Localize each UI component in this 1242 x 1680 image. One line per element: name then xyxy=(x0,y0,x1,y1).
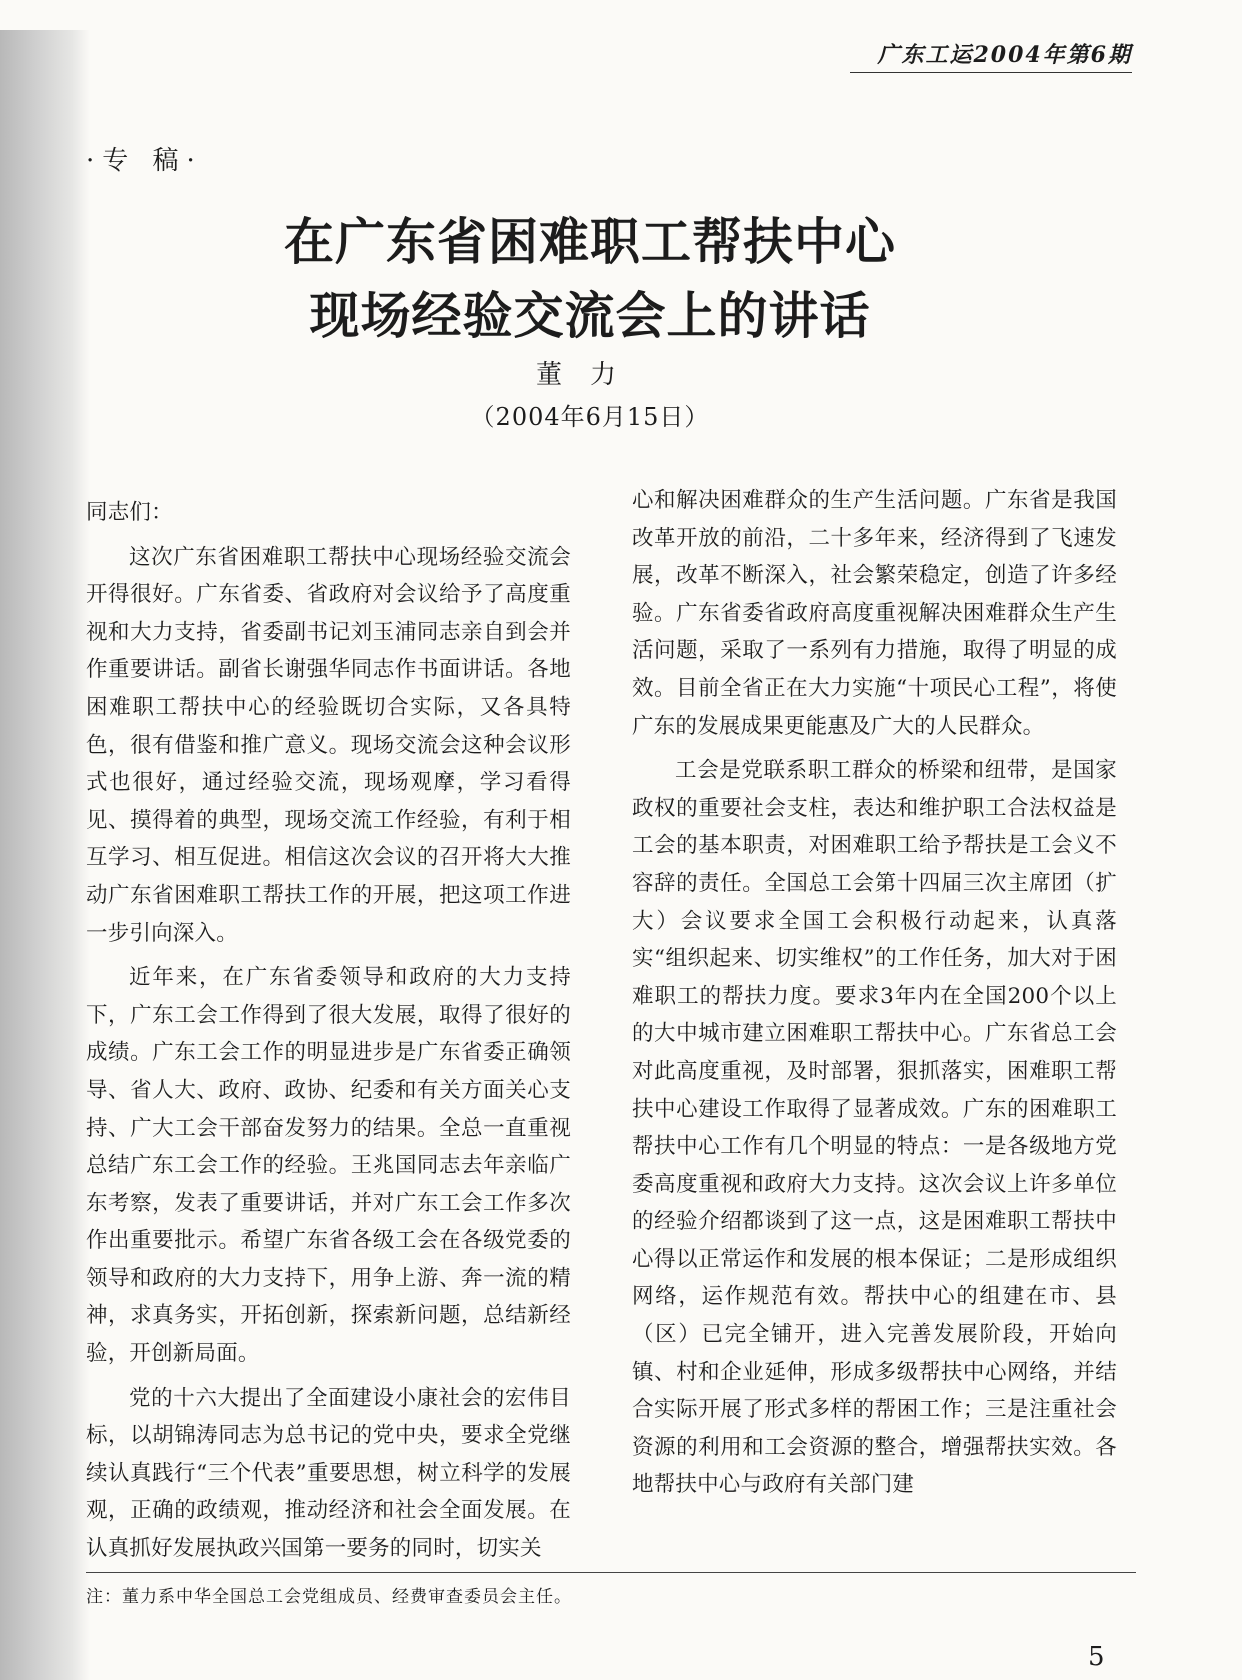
salutation: 同志们： xyxy=(86,500,173,525)
page-number: 5 xyxy=(1088,1642,1105,1672)
left-column xyxy=(86,494,571,1568)
running-head: 广东工运2004年第6期 xyxy=(877,42,1132,68)
right-column xyxy=(632,482,1117,1504)
article-title xyxy=(90,205,1090,353)
title-line-2: 现场经验交流会上的讲话 xyxy=(309,286,871,345)
author: 董力 xyxy=(535,360,644,390)
footnote: 注：董力系中华全国总工会党组成员、经费审查委员会主任。 xyxy=(86,1587,572,1607)
running-head-rule xyxy=(850,72,1132,73)
paragraph: 这次广东省困难职工帮扶中心现场经验交流会开得很好。广东省委、省政府对会议给予了高度重视和大力支持，省委副书记刘玉浦同志亲自到会并作重要讲话。副省长谢强华同志作书面讲话。各地困难职工帮扶中心的经验既切合实际，又各具特色，很有借鉴和推广意义。现场交流会这种会议形式也很好，通过经验交流，现场观摩，学习看得见、摸得着的典型，现场交流工作经验，有利于相互学习、相互促进。相信这次会议的召开将大大推动广东省困难职工帮扶工作的开展，把这项工作进一步引向深入。 xyxy=(86,544,571,946)
footnote-rule xyxy=(86,1572,1136,1573)
paragraph: 党的十六大提出了全面建设小康社会的宏伟目标，以胡锦涛同志为总书记的党中央，要求全党继续认真践行“三个代表”重要思想，树立科学的发展观，正确的政绩观，推动经济和社会全面发展。在认真抓好发展执政兴国第一要务的同时，切实关 xyxy=(86,1385,571,1562)
speech-date: （2004年6月15日） xyxy=(470,403,710,431)
paragraph: 工会是党联系职工群众的桥梁和纽带，是国家政权的重要社会支柱，表达和维护职工合法权益是工会的基本职责，对困难职工给予帮扶是工会义不容辞的责任。全国总工会第十四届三次主席团（扩大）会议要求全国工会积极行动起来，认真落实“组织起来、切实维权”的工作任务，加大对于困难职工的帮扶力度。要求3年内在全国200个以上的大中城市建立困难职工帮扶中心。广东省总工会对此高度重视，及时部署，狠抓落实，困难职工帮扶中心建设工作取得了显著成效。广东的困难职工帮扶中心工作有几个明显的特点：一是各级地方党委高度重视和政府大力支持。这次会议上许多单位的经验介绍都谈到了这一点，这是困难职工帮扶中心得以正常运作和发展的根本保证；二是形成组织网络，运作规范有效。帮扶中心的组建在市、县（区）已完全铺开，进入完善发展阶段，开始向镇、村和企业延伸，形成多级帮扶中心网络，并结合实际开展了形式多样的帮困工作；三是注重社会资源的利用和工会资源的整合，增强帮扶实效。各地帮扶中心与政府有关部门建 xyxy=(632,758,1117,1498)
paragraph-continued: 心和解决困难群众的生产生活问题。广东省是我国改革开放的前沿，二十多年来，经济得到了飞速发展，改革不断深入，社会繁荣稳定，创造了许多经验。广东省委省政府高度重视解决困难群众生产生活问题，采取了一系列有力措施，取得了明显的成效。目前全省正在大力实施“十项民心工程”，将使广东的发展成果更能惠及广大的人民群众。 xyxy=(632,488,1117,739)
page-gutter-shadow xyxy=(0,30,90,1680)
section-tag: ·专 稿· xyxy=(86,146,203,176)
paragraph: 近年来，在广东省委领导和政府的大力支持下，广东工会工作得到了很大发展，取得了很好的成绩。广东工会工作的明显进步是广东省委正确领导、省人大、政府、政协、纪委和有关方面关心支持、广大工会干部奋发努力的结果。全总一直重视总结广东工会工作的经验。王兆国同志去年亲临广东考察，发表了重要讲话，并对广东工会工作多次作出重要批示。希望广东省各级工会在各级党委的领导和政府的大力支持下，用争上游、奔一流的精神，求真务实，开拓创新，探索新问题，总结新经验，开创新局面。 xyxy=(86,965,571,1367)
title-line-1: 在广东省困难职工帮扶中心 xyxy=(284,212,896,271)
